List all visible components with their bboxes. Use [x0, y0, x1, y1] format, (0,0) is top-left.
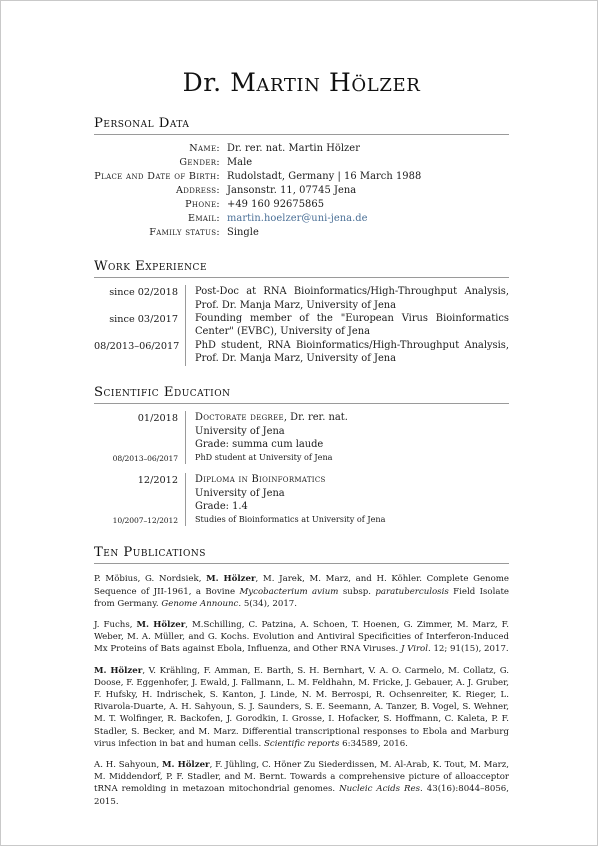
personal-data-label: Address:: [175, 184, 220, 196]
publication-tail: 5(34), 2017.: [241, 598, 297, 609]
entry-date: 12/2012: [137, 475, 178, 487]
publication-author-highlight: M. Hölzer: [94, 665, 143, 676]
publication-tail: 6:34589, 2016.: [339, 738, 408, 749]
entry-description: Founding member of the "European Virus Bioinformatics Center" (EVBC), University of Jena: [185, 312, 509, 339]
publication-authors-pre: J. Fuchs,: [94, 619, 137, 630]
section-personal-data: [94, 116, 509, 240]
publication-item: [94, 759, 509, 808]
degree-title: Doctorate degree: [195, 412, 284, 424]
publications-list: [94, 564, 509, 807]
publication-authors-pre: A. H. Sahyoun,: [94, 759, 162, 770]
personal-data-label: Name:: [189, 143, 220, 154]
section-heading-scientific-education: Scientific Education: [94, 385, 509, 405]
education-entry: [94, 473, 509, 513]
education-sub-entry: [94, 452, 509, 464]
entry-date: since 03/2017: [109, 314, 178, 325]
publication-item: [94, 573, 509, 610]
personal-data-value-phone: +49 160 92675865: [227, 198, 325, 210]
personal-data-row: [94, 198, 509, 212]
degree-title-line: [195, 473, 509, 486]
publication-tail: 12; 91(15), 2017.: [430, 644, 509, 655]
education-entry: [94, 411, 509, 451]
entry-date: since 02/2018: [109, 287, 178, 299]
publication-mid: subsp.: [338, 586, 376, 597]
personal-data-value-address: Jansonstr. 11, 07745 Jena: [227, 184, 357, 196]
degree-title-suffix: , Dr. rer. nat.: [283, 412, 348, 424]
work-experience-entry: [94, 312, 509, 339]
degree-institution: University of Jena: [195, 487, 285, 499]
publication-tail: 43(16):8044–8056, 2015.: [94, 784, 510, 807]
personal-data-row: [94, 226, 509, 240]
personal-data-row: [94, 170, 509, 184]
publication-author-highlight: M. Hölzer: [136, 619, 186, 630]
degree-title: Diploma in Bioinformatics: [195, 474, 326, 486]
personal-data-value-gender: Male: [227, 156, 253, 168]
title-prefix: Dr.: [182, 68, 222, 97]
entry-description: [185, 473, 509, 513]
publication-author-highlight: M. Hölzer: [162, 759, 210, 770]
entry-description: PhD student, RNA Bioinformatics/High-Throughput Analysis, Prof. Dr. Manja Marz, University of Jena: [185, 339, 509, 366]
publication-journal: Nucleic Acids Res.: [339, 784, 423, 795]
section-heading-personal-data: Personal Data: [94, 116, 509, 136]
personal-data-row: [94, 212, 509, 226]
degree-title-line: [195, 411, 509, 424]
entry-description: PhD student at University of Jena: [185, 452, 509, 464]
entry-description: Post-Doc at RNA Bioinformatics/High-Throughput Analysis, Prof. Dr. Manja Marz, University of Jena: [185, 285, 509, 312]
page-title: [94, 1, 509, 97]
entry-date: 10/2007–12/2012: [112, 515, 178, 525]
section-publications: [94, 545, 509, 808]
publication-authors-post: , V. Krähling, F. Amman, E. Barth, S. H. Bernhart, V. A. O. Carmelo, M. Collatz, G. Doose, F. Eggenhofer, J. Ewald, J. Fallmann, L. M. Feldhahn, M. Fricke, J. Gebauer, A. J. Gruber, F. Hufsky, H. Indrischek, S. Kanton, J. Linde, N. M. Berrospi, R. Ochsenreiter, K. Rieger, L. Rivarola-Duarte, A. H. Sahyoun, S. J. Saunders, S. E. Seemann, A. Tanzer, B. Vogel, S. Wehner, M. T. Wolfinger, R. Backofen, J. Gorodkin, I. Grosse, I. Hofacker, S. Hoffmann, C. Kaleta, P. F. Stadler, S. Becker, and M. Marz. Differential transcriptional responses to Ebola and Marburg virus infection in bat and human cells.: [94, 665, 509, 749]
entry-date: 08/2013–06/2017: [94, 340, 180, 352]
publication-item: [94, 665, 509, 750]
publication-authors-post: , M. Jarek, M. Marz, and H. Köhler. Complete Genome Sequence of JII-1961, a Bovine: [94, 574, 509, 597]
publication-mid: Field Isolate from Germany.: [94, 586, 510, 609]
personal-data-row: [94, 142, 509, 156]
publication-author-highlight: M. Hölzer: [206, 574, 256, 585]
entry-date: 08/2013–06/2017: [112, 453, 178, 463]
publication-journal: Scientific reports: [264, 738, 340, 749]
section-work-experience: [94, 259, 509, 366]
degree-grade: Grade: 1.4: [195, 501, 248, 513]
personal-data-value-family-status: Single: [227, 226, 259, 238]
publication-journal: J Virol.: [400, 644, 431, 655]
personal-data-row: [94, 184, 509, 198]
education-group-spacer: [94, 464, 509, 473]
degree-grade: Grade: summa cum laude: [195, 439, 324, 451]
section-heading-publications: Ten Publications: [94, 545, 509, 565]
personal-data-label: Family status:: [149, 226, 220, 238]
entry-description: [185, 411, 509, 451]
publication-journal: Genome Announc.: [161, 598, 242, 609]
work-experience-list: [94, 278, 509, 366]
personal-data-label: Phone:: [185, 198, 220, 210]
publication-item: [94, 619, 509, 656]
personal-data-label: Place and Date of Birth:: [94, 170, 220, 182]
education-sub-entry: [94, 514, 509, 526]
publication-authors-pre: P. Möbius, G. Nordsiek,: [94, 574, 207, 585]
degree-institution: University of Jena: [195, 425, 285, 437]
scientific-education-list: [94, 404, 509, 525]
title-name: Martin Hölzer: [230, 68, 421, 97]
personal-data-value-birth: Rudolstadt, Germany | 16 March 1988: [227, 170, 422, 182]
section-scientific-education: [94, 385, 509, 526]
section-heading-work-experience: Work Experience: [94, 259, 509, 279]
email-link[interactable]: martin.hoelzer@uni-jena.de: [227, 212, 368, 224]
personal-data-label: Email:: [188, 212, 220, 224]
entry-description: Studies of Bioinformatics at University of Jena: [185, 514, 509, 526]
publication-italic-term: Mycobacterium avium: [239, 586, 339, 597]
personal-data-table: [94, 135, 509, 240]
work-experience-entry: [94, 285, 509, 312]
work-experience-entry: [94, 339, 509, 366]
publication-authors-post: , F. Jühling, C. Höner Zu Siederdissen, M. Al-Arab, K. Tout, M. Marz, M. Middendorf, P. F. Stadler, and M. Bernt. Towards a comprehensive picture of alloacceptor tRNA remolding in metazoan mitochondrial genomes.: [94, 759, 509, 795]
personal-data-value-name: Dr. rer. nat. Martin Hölzer: [227, 143, 360, 154]
personal-data-row: [94, 156, 509, 170]
cv-content-column: [94, 1, 509, 808]
entry-date: 01/2018: [137, 413, 178, 425]
publication-authors-post: , M.Schilling, C. Patzina, A. Schoen, T. Hoenen, G. Zimmer, M. Marz, F. Weber, M. A. Müller, and G. Kochs. Evolution and Antiviral Specificities of Interferon-Induced Mx Proteins of Bats against Ebola, Influenza, and Other RNA Viruses.: [94, 619, 509, 655]
personal-data-label: Gender:: [179, 156, 220, 168]
publication-italic-term: paratuberculosis: [375, 586, 449, 597]
